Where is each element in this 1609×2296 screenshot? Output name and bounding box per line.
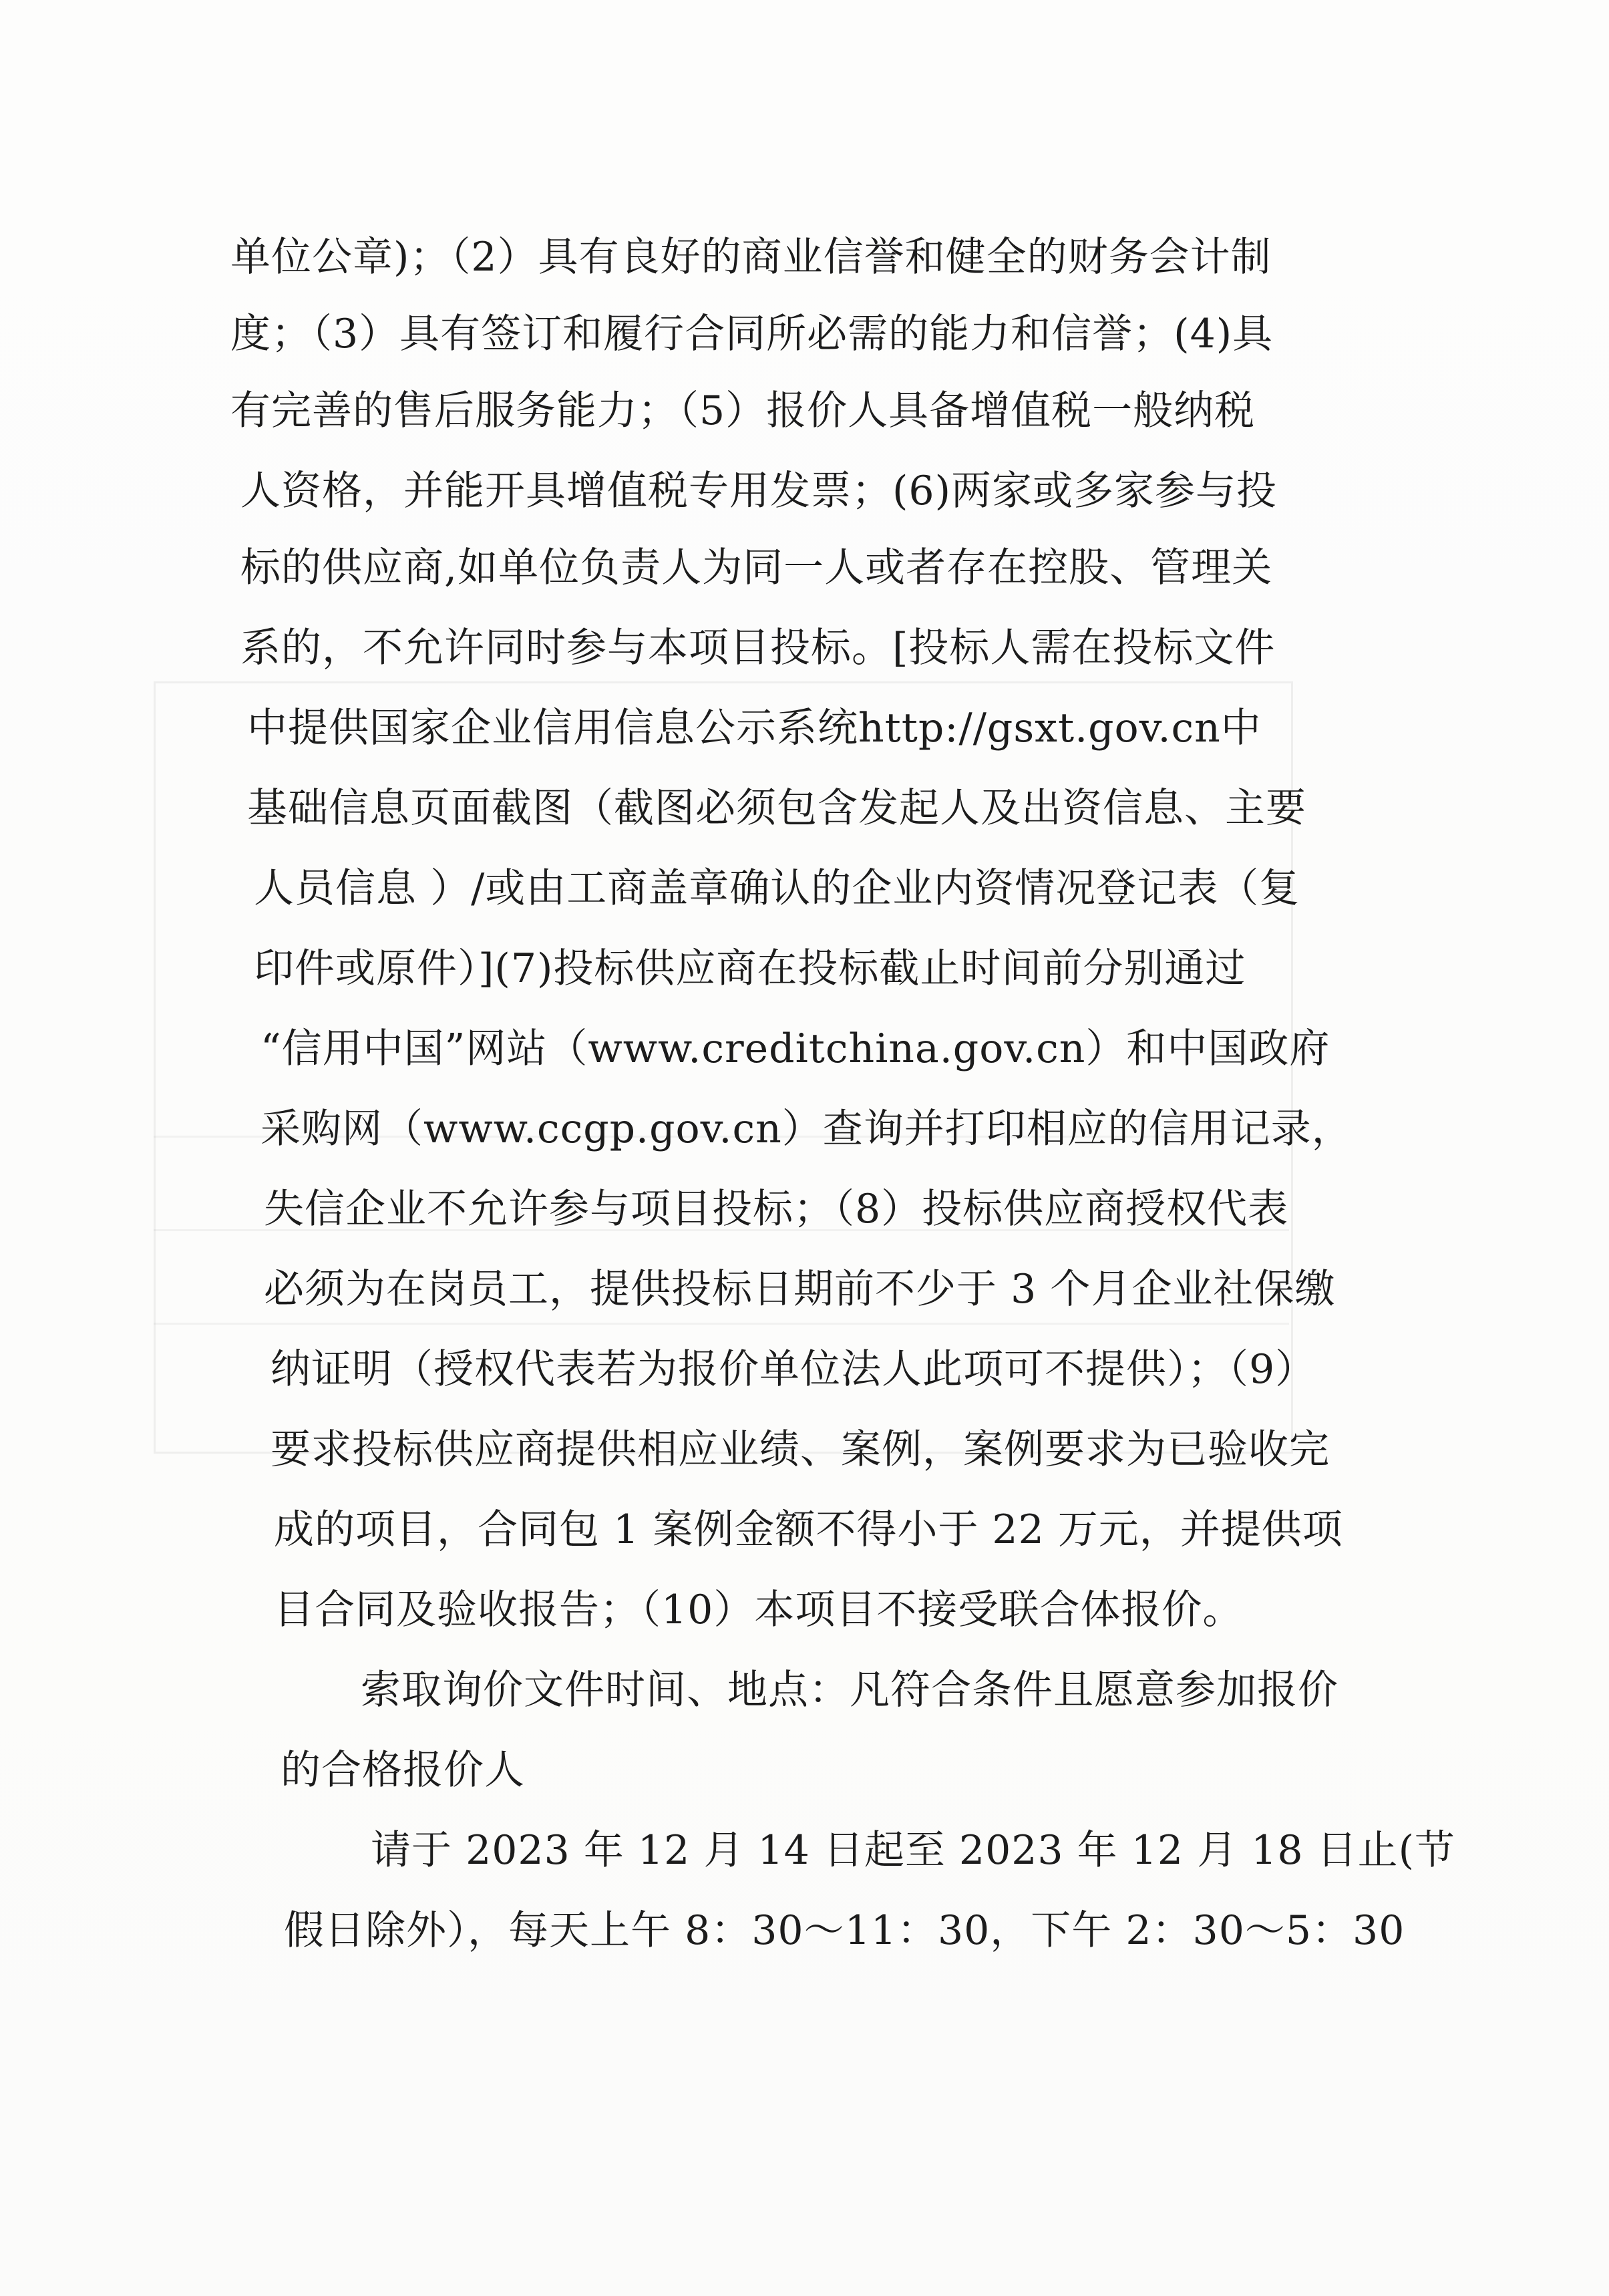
text-line: 的合格报价人 <box>281 1747 525 1794</box>
text-line: 失信企业不允许参与项目投标；（8）投标供应商授权代表 <box>264 1186 1289 1233</box>
text-line: 中提供国家企业信用信息公示系统http://gsxt.gov.cn中 <box>247 705 1262 752</box>
text-line: 采购网（www.ccgp.gov.cn）查询并打印相应的信用记录， <box>260 1106 1353 1152</box>
text-line: 请于 2023 年 12 月 14 日起至 2023 年 12 月 18 日止(节 <box>371 1827 1456 1874</box>
text-line: 纳证明（授权代表若为报价单位法人此项可不提供）；（9） <box>271 1346 1316 1393</box>
text-line: 必须为在岗员工，提供投标日期前不少于 3 个月企业社保缴 <box>264 1266 1336 1313</box>
text-line: 标的供应商,如单位负责人为同一人或者存在控股、管理关 <box>240 544 1273 591</box>
text-line: 成的项目，合同包 1 案例金额不得小于 22 万元，并提供项 <box>274 1506 1343 1553</box>
text-line: 要求投标供应商提供相应业绩、案例，案例要求为已验收完 <box>271 1426 1330 1473</box>
text-line: 索取询价文件时间、地点：凡符合条件且愿意参加报价 <box>361 1667 1338 1713</box>
text-line: 有完善的售后服务能力；（5）报价人具备增值税一般纳税 <box>230 387 1256 434</box>
text-line: 人员信息 ）/或由工商盖章确认的企业内资情况登记表（复 <box>254 865 1300 912</box>
text-line: 度；（3）具有签订和履行合同所必需的能力和信誉；(4)具 <box>230 311 1274 357</box>
reverse-side-rule <box>154 1323 1289 1325</box>
text-line: 人资格，并能开具增值税专用发票；(6)两家或多家参与投 <box>240 468 1277 514</box>
text-line: 假日除外），每天上午 8：30～11：30，下午 2：30～5：30 <box>284 1907 1405 1954</box>
text-line: 系的，不允许同时参与本项目投标。[投标人需在投标文件 <box>240 625 1276 671</box>
text-line: 目合同及验收报告；（10）本项目不接受联合体报价。 <box>274 1587 1244 1633</box>
text-line: 单位公章)；（2）具有良好的商业信誉和健全的财务会计制 <box>230 234 1272 281</box>
text-line: “信用中国”网站（www.creditchina.gov.cn）和中国政府 <box>260 1025 1330 1072</box>
text-line: 基础信息页面截图（截图必须包含发起人及出资信息、主要 <box>247 785 1306 832</box>
text-line: 印件或原件）](7)投标供应商在投标截止时间前分别通过 <box>254 945 1246 992</box>
